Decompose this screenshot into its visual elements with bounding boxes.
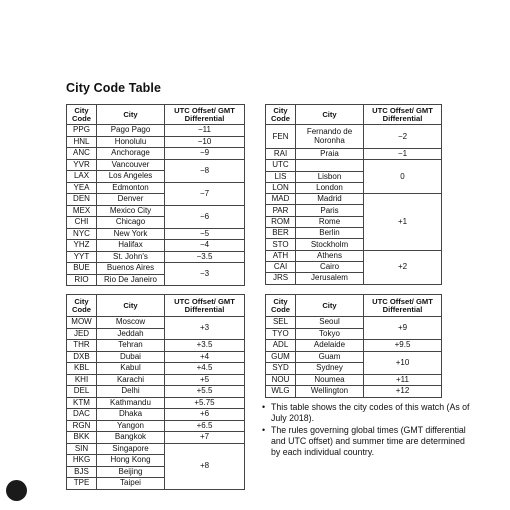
city-name-cell: Pago Pago: [97, 125, 165, 137]
city-name-cell: Tokyo: [296, 328, 364, 340]
city-name-cell: Guam: [296, 351, 364, 363]
city-code-cell: LON: [266, 182, 296, 193]
utc-offset-cell: +2: [364, 250, 442, 284]
city-code-cell: BKK: [67, 432, 97, 444]
header-utc-offset: UTC Offset/ GMT Differential: [165, 295, 245, 317]
city-code-cell: DXB: [67, 351, 97, 363]
city-code-cell: ANC: [67, 148, 97, 160]
utc-offset-cell: −11: [165, 125, 245, 137]
city-code-cell: PAR: [266, 205, 296, 216]
city-code-cell: LAX: [67, 171, 97, 183]
utc-offset-cell: 0: [364, 160, 442, 194]
city-code-table-4: [265, 294, 442, 398]
city-code-cell: KTM: [67, 397, 97, 409]
city-name-cell: Honolulu: [97, 136, 165, 148]
city-code-cell: RAI: [266, 149, 296, 160]
city-code-cell: CAI: [266, 261, 296, 272]
city-code-cell: DEN: [67, 194, 97, 206]
notes-list: [262, 402, 474, 458]
city-code-cell: HNL: [67, 136, 97, 148]
city-name-cell: [296, 160, 364, 171]
utc-offset-cell: +11: [364, 374, 442, 386]
header-city-code: City Code: [266, 295, 296, 317]
utc-offset-cell: −5: [165, 228, 245, 240]
page-marker-icon: [6, 480, 27, 501]
utc-offset-cell: +9.5: [364, 340, 442, 352]
city-name-cell: Hong Kong: [97, 455, 165, 467]
utc-offset-cell: −3.5: [165, 251, 245, 263]
city-name-cell: Jerusalem: [296, 273, 364, 284]
city-name-cell: Berlin: [296, 228, 364, 239]
page-title: City Code Table: [66, 81, 162, 95]
city-name-cell: Delhi: [97, 386, 165, 398]
city-code-cell: BUE: [67, 263, 97, 275]
utc-offset-cell: +12: [364, 386, 442, 398]
header-city-code: City Code: [67, 105, 97, 125]
city-code-cell: PPG: [67, 125, 97, 137]
city-name-cell: Vancouver: [97, 159, 165, 171]
utc-offset-cell: −4: [165, 240, 245, 252]
note-item: [262, 425, 474, 459]
utc-offset-cell: +8: [165, 443, 245, 489]
city-code-cell: SYD: [266, 363, 296, 375]
utc-offset-cell: +10: [364, 351, 442, 374]
city-name-cell: Halifax: [97, 240, 165, 252]
city-code-cell: MOW: [67, 317, 97, 329]
note-text: This table shows the city codes of this watch (As of July 2018).: [271, 402, 470, 424]
city-name-cell: Kabul: [97, 363, 165, 375]
utc-offset-cell: +1: [364, 194, 442, 250]
city-name-cell: Athens: [296, 250, 364, 261]
header-city-code: City Code: [67, 295, 97, 317]
city-name-cell: Rio De Janeiro: [97, 274, 165, 286]
utc-offset-cell: +3.5: [165, 340, 245, 352]
utc-offset-cell: +7: [165, 432, 245, 444]
utc-offset-cell: +6: [165, 409, 245, 421]
city-code-cell: DEL: [67, 386, 97, 398]
city-code-cell: CHI: [67, 217, 97, 229]
city-name-cell: Lisbon: [296, 171, 364, 182]
city-code-cell: SEL: [266, 317, 296, 329]
city-name-cell: Chicago: [97, 217, 165, 229]
city-name-cell: Stockholm: [296, 239, 364, 250]
city-name-cell: Taipei: [97, 478, 165, 490]
utc-offset-cell: +9: [364, 317, 442, 340]
utc-offset-cell: −8: [165, 159, 245, 182]
header-city: City: [296, 105, 364, 125]
city-code-cell: ROM: [266, 216, 296, 227]
header-city-code: City Code: [266, 105, 296, 125]
city-name-cell: Jeddah: [97, 328, 165, 340]
city-name-cell: Edmonton: [97, 182, 165, 194]
note-text: The rules governing global times (GMT differential and UTC offset) and summer time are determined by each individual country.: [271, 424, 466, 458]
city-name-cell: Kathmandu: [97, 397, 165, 409]
utc-offset-cell: −10: [165, 136, 245, 148]
city-code-cell: NOU: [266, 374, 296, 386]
city-name-cell: London: [296, 182, 364, 193]
city-name-cell: Tehran: [97, 340, 165, 352]
city-name-cell: Noumea: [296, 374, 364, 386]
utc-offset-cell: +6.5: [165, 420, 245, 432]
city-code-cell: THR: [67, 340, 97, 352]
city-name-cell: Karachi: [97, 374, 165, 386]
city-name-cell: Beijing: [97, 466, 165, 478]
city-code-cell: MAD: [266, 194, 296, 205]
city-name-cell: Denver: [97, 194, 165, 206]
utc-offset-cell: −2: [364, 125, 442, 149]
city-code-cell: FEN: [266, 125, 296, 149]
city-name-cell: Cairo: [296, 261, 364, 272]
city-name-cell: Dhaka: [97, 409, 165, 421]
city-code-cell: UTC: [266, 160, 296, 171]
city-code-cell: KBL: [67, 363, 97, 375]
city-code-cell: YHZ: [67, 240, 97, 252]
utc-offset-cell: −6: [165, 205, 245, 228]
city-code-cell: TYO: [266, 328, 296, 340]
city-code-cell: BJS: [67, 466, 97, 478]
header-city: City: [296, 295, 364, 317]
utc-offset-cell: +3: [165, 317, 245, 340]
city-code-table-2: [265, 104, 442, 285]
city-code-cell: JRS: [266, 273, 296, 284]
city-name-cell: Praia: [296, 149, 364, 160]
city-code-cell: RGN: [67, 420, 97, 432]
city-name-cell: Fernando de Noronha: [296, 125, 364, 149]
city-name-cell: Bangkok: [97, 432, 165, 444]
utc-offset-cell: +4.5: [165, 363, 245, 375]
header-utc-offset: UTC Offset/ GMT Differential: [364, 105, 442, 125]
city-code-cell: MEX: [67, 205, 97, 217]
city-code-cell: SIN: [67, 443, 97, 455]
city-name-cell: Los Angeles: [97, 171, 165, 183]
city-name-cell: Buenos Aires: [97, 263, 165, 275]
city-code-cell: DAC: [67, 409, 97, 421]
bullet-icon: •: [262, 424, 266, 435]
city-name-cell: Adelaide: [296, 340, 364, 352]
city-name-cell: Paris: [296, 205, 364, 216]
utc-offset-cell: +5.75: [165, 397, 245, 409]
city-code-cell: YYT: [67, 251, 97, 263]
city-code-cell: TPE: [67, 478, 97, 490]
city-code-cell: ATH: [266, 250, 296, 261]
city-code-cell: ADL: [266, 340, 296, 352]
city-code-cell: NYC: [67, 228, 97, 240]
city-code-cell: YVR: [67, 159, 97, 171]
utc-offset-cell: −7: [165, 182, 245, 205]
utc-offset-cell: −9: [165, 148, 245, 160]
city-code-cell: WLG: [266, 386, 296, 398]
note-item: [262, 402, 474, 425]
city-name-cell: New York: [97, 228, 165, 240]
utc-offset-cell: −1: [364, 149, 442, 160]
city-code-cell: GUM: [266, 351, 296, 363]
city-name-cell: Dubai: [97, 351, 165, 363]
city-name-cell: Sydney: [296, 363, 364, 375]
city-name-cell: Singapore: [97, 443, 165, 455]
city-name-cell: Mexico City: [97, 205, 165, 217]
city-code-cell: RIO: [67, 274, 97, 286]
city-code-cell: STO: [266, 239, 296, 250]
city-name-cell: Moscow: [97, 317, 165, 329]
bullet-icon: •: [262, 402, 266, 412]
utc-offset-cell: +4: [165, 351, 245, 363]
header-city: City: [97, 295, 165, 317]
header-utc-offset: UTC Offset/ GMT Differential: [364, 295, 442, 317]
utc-offset-cell: −3: [165, 263, 245, 286]
header-city: City: [97, 105, 165, 125]
city-name-cell: Seoul: [296, 317, 364, 329]
city-code-cell: BER: [266, 228, 296, 239]
utc-offset-cell: +5: [165, 374, 245, 386]
city-code-cell: LIS: [266, 171, 296, 182]
utc-offset-cell: +5.5: [165, 386, 245, 398]
header-utc-offset: UTC Offset/ GMT Differential: [165, 105, 245, 125]
city-name-cell: Madrid: [296, 194, 364, 205]
city-name-cell: Wellington: [296, 386, 364, 398]
city-code-cell: KHI: [67, 374, 97, 386]
city-code-table-1: [66, 104, 245, 286]
city-name-cell: Yangon: [97, 420, 165, 432]
city-name-cell: Anchorage: [97, 148, 165, 160]
city-name-cell: Rome: [296, 216, 364, 227]
city-name-cell: St. John's: [97, 251, 165, 263]
city-code-cell: HKG: [67, 455, 97, 467]
city-code-cell: YEA: [67, 182, 97, 194]
city-code-table-3: [66, 294, 245, 490]
city-code-cell: JED: [67, 328, 97, 340]
